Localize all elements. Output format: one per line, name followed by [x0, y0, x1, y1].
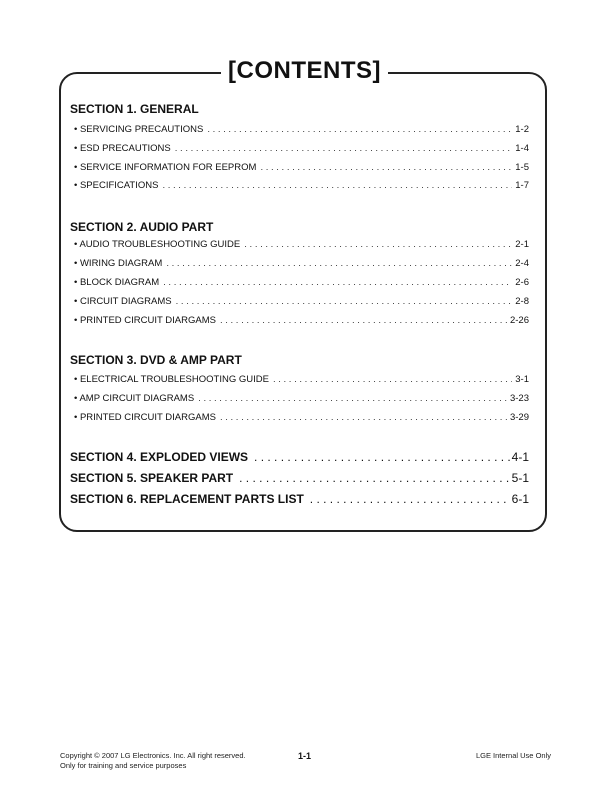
- toc-entry-label: • SERVICING PRECAUTIONS: [74, 124, 204, 135]
- toc-entry-label: • AMP CIRCUIT DIAGRAMS: [74, 393, 195, 404]
- section-heading: SECTION 3. DVD & AMP PART: [70, 353, 242, 367]
- toc-entry-page: 3-29: [509, 412, 529, 423]
- toc-entry-label: • SERVICE INFORMATION FOR EEPROM: [74, 162, 257, 173]
- page-title: [CONTENTS]: [0, 56, 609, 86]
- dot-leader: [176, 296, 513, 307]
- toc-entry[interactable]: [74, 124, 529, 138]
- section-heading: SECTION 2. AUDIO PART: [70, 220, 214, 234]
- major-section-label: SECTION 4. EXPLODED VIEWS: [70, 450, 249, 464]
- dot-leader: [244, 239, 512, 250]
- toc-entry-label: • ESD PRECAUTIONS: [74, 143, 171, 154]
- toc-entry-page: 2-1: [515, 239, 529, 250]
- dot-leader: [310, 492, 510, 506]
- toc-entry[interactable]: [74, 162, 529, 176]
- footer-copyright: Copyright © 2007 LG Electronics. Inc. All right reserved.: [60, 751, 246, 760]
- major-section-entry[interactable]: [70, 492, 529, 510]
- major-section-entry[interactable]: [70, 471, 529, 489]
- dot-leader: [198, 393, 507, 404]
- toc-entry-page: 2-4: [515, 258, 529, 269]
- toc-entry-page: 3-1: [515, 374, 529, 385]
- dot-leader: [239, 471, 510, 485]
- toc-entry-label: • AUDIO TROUBLESHOOTING GUIDE: [74, 239, 241, 250]
- toc-entry-label: • ELECTRICAL TROUBLESHOOTING GUIDE: [74, 374, 269, 385]
- dot-leader: [273, 374, 512, 385]
- dot-leader: [260, 162, 512, 173]
- dot-leader: [162, 180, 512, 191]
- dot-leader: [163, 277, 512, 288]
- toc-entry[interactable]: [74, 315, 529, 329]
- toc-entry[interactable]: [74, 393, 529, 407]
- toc-entry-label: • BLOCK DIAGRAM: [74, 277, 160, 288]
- toc-entry-label: • PRINTED CIRCUIT DIARGAMS: [74, 412, 216, 423]
- toc-entry-page: 1-7: [515, 180, 529, 191]
- major-section-label: SECTION 5. SPEAKER PART: [70, 471, 234, 485]
- dot-leader: [175, 143, 513, 154]
- toc-entry-page: 1-2: [515, 124, 529, 135]
- toc-entry-page: 1-5: [515, 162, 529, 173]
- dot-leader: [166, 258, 512, 269]
- dot-leader: [207, 124, 512, 135]
- major-section-page: 5-1: [511, 471, 529, 485]
- toc-entry-page: 2-6: [515, 277, 529, 288]
- toc-entry[interactable]: [74, 277, 529, 291]
- section-heading: SECTION 1. GENERAL: [70, 102, 199, 116]
- major-section-label: SECTION 6. REPLACEMENT PARTS LIST: [70, 492, 304, 506]
- page-number: 1-1: [297, 751, 311, 761]
- toc-entry-page: 2-8: [515, 296, 529, 307]
- dot-leader: [220, 412, 507, 423]
- major-section-page: 4-1: [511, 450, 529, 464]
- major-section-page: 6-1: [511, 492, 529, 506]
- dot-leader: [220, 315, 507, 326]
- toc-entry-page: 1-4: [515, 143, 529, 154]
- footer-training-note: Only for training and service purposes: [60, 761, 187, 770]
- toc-entry-page: 3-23: [509, 393, 529, 404]
- footer-usage: LGE Internal Use Only: [475, 751, 551, 760]
- toc-entry[interactable]: [74, 143, 529, 157]
- toc-entry[interactable]: [74, 239, 529, 253]
- toc-entry-page: 2-26: [509, 315, 529, 326]
- toc-entry[interactable]: [74, 412, 529, 426]
- toc-entry-label: • SPECIFICATIONS: [74, 180, 159, 191]
- toc-entry-label: • CIRCUIT DIAGRAMS: [74, 296, 172, 307]
- major-section-entry[interactable]: [70, 450, 529, 468]
- toc-entry-label: • PRINTED CIRCUIT DIARGAMS: [74, 315, 216, 326]
- toc-entry[interactable]: [74, 180, 529, 194]
- toc-entry-label: • WIRING DIAGRAM: [74, 258, 163, 269]
- dot-leader: [254, 450, 510, 464]
- toc-entry[interactable]: [74, 374, 529, 388]
- toc-entry[interactable]: [74, 296, 529, 310]
- toc-entry[interactable]: [74, 258, 529, 272]
